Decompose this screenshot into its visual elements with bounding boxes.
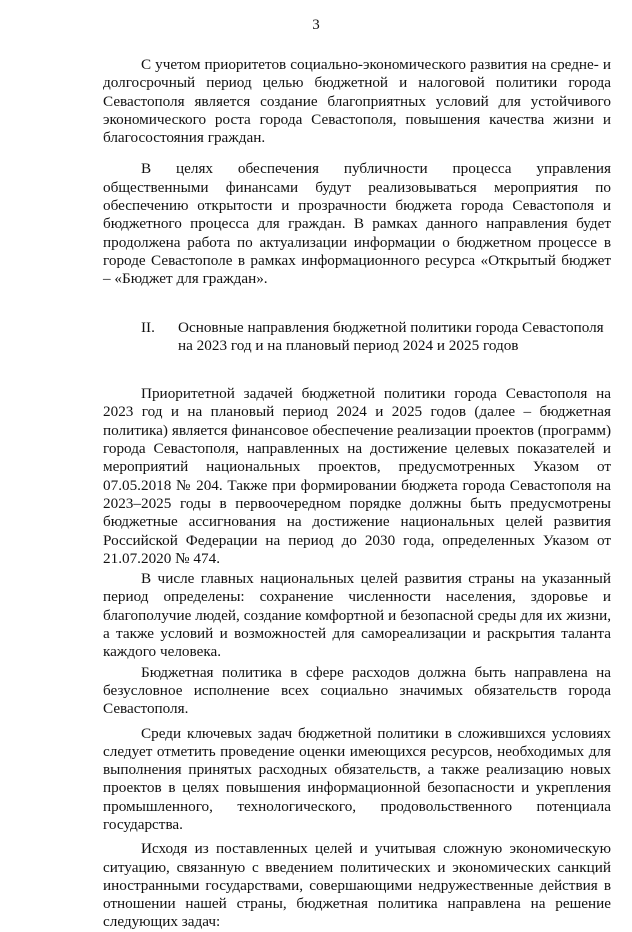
paragraph-national-goals: В числе главных национальных целей развития страны на указанный период определены: сохранение численности населения, здоровье и благополучие людей, создание комфортной и безопасной среды для их жизни, а также условий и возможностей для самореализации и раскрытия таланта каждого человека. [103,570,611,661]
page-number: 3 [312,17,320,33]
section-number: II. [141,318,155,336]
section-title: Основные направления бюджетной политики города Севастополя на 2023 год и на плановый период 2024 и 2025 годов [178,318,604,354]
document-body [103,56,611,932]
paragraph-expenditure-policy: Бюджетная политика в сфере расходов должна быть направлена на безусловное исполнение всех социально значимых обязательств города Севастополя. [103,663,611,718]
paragraph-key-tasks: Среди ключевых задач бюджетной политики в сложившихся условиях следует отметить проведение оценки имеющихся ресурсов, необходимых для выполнения принятых расходных обязательств, а также реализацию новых проектов в целях повышения информационной безопасности и укрепления промышленного, технологического, продовольственного потенциала государства. [103,724,611,833]
paragraph-priority-task: Приоритетной задачей бюджетной политики города Севастополя на 2023 год и на плановый период 2024 и 2025 годов (далее – бюджетная политика) является финансовое обеспечение реализации проектов (программ) города Севастополя, направленных на достижение целевых показателей и мероприятий национальных проектов, предусмотренных Указом от 07.05.2018 № 204. Также при формировании бюджета города Севастополя на 2023–2025 годы в первоочередном порядке должны быть предусмотрены бюджетные ассигнования на достижение национальных целей развития Российской Федерации на период до 2030 года, определенных Указом от 21.07.2020 № 474. [103,385,611,567]
paragraph-sanctions: Исходя из поставленных целей и учитывая сложную экономическую ситуацию, связанную с введением политических и экономических санкций иностранными государствами, совершающими недружественные действия в отношении нашей страны, бюджетная политика направлена на решение следующих задач: [103,840,611,931]
paragraph-priorities: С учетом приоритетов социально-экономического развития на средне- и долгосрочный период целью бюджетной и налоговой политики города Севастополя является создание благоприятных условий для устойчивого экономического роста города Севастополя, повышения качества жизни и благосостояния граждан. [103,56,611,147]
paragraph-publicity: В целях обеспечения публичности процесса управления общественными финансами будут реализовываться мероприятия по обеспечению открытости и прозрачности бюджета города Севастополя и бюджетного процесса для граждан. В рамках данного направления будет продолжена работа по актуализации информации о бюджетном процессе в городе Севастополе в рамках информационного ресурса «Открытый бюджет – «Бюджет для граждан». [103,160,611,288]
section-heading [103,319,611,356]
